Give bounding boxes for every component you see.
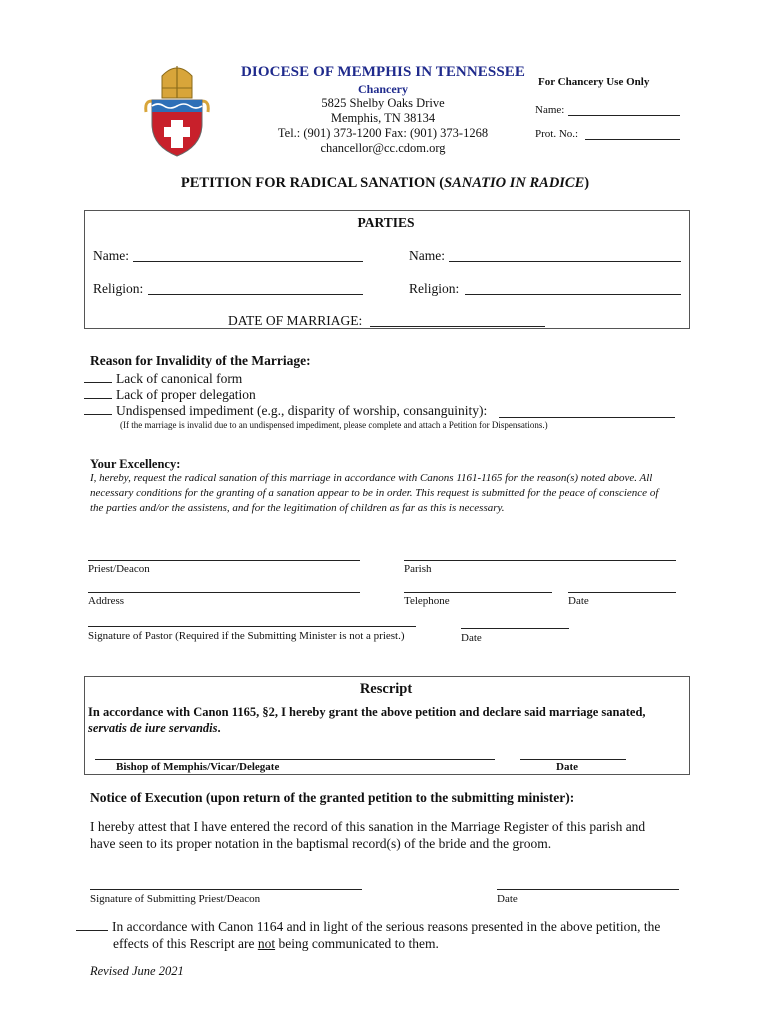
form-title-prefix: PETITION FOR RADICAL SANATION ( bbox=[180, 175, 445, 191]
telephone-line[interactable] bbox=[404, 592, 552, 593]
parish-label: Parish bbox=[404, 563, 432, 575]
address-line[interactable] bbox=[88, 592, 360, 593]
chancery-name-field[interactable] bbox=[568, 115, 680, 116]
final-text-2b: being communicated to them. bbox=[275, 936, 439, 951]
date-label-2: Date bbox=[461, 632, 482, 644]
date-label-1: Date bbox=[568, 595, 589, 607]
chancery-prot-label: Prot. No.: bbox=[535, 128, 579, 140]
party1-name-label: Name: bbox=[93, 248, 129, 263]
marriage-date-field[interactable] bbox=[370, 326, 545, 327]
party1-name-field[interactable] bbox=[133, 261, 363, 262]
diocese-title: DIOCESE OF MEMPHIS IN TENNESSEE bbox=[241, 64, 525, 80]
address-line-2: Memphis, TN 38134 bbox=[330, 111, 436, 125]
execution-date-line[interactable] bbox=[497, 889, 679, 890]
final-text-2a: effects of this Rescript are bbox=[113, 936, 258, 951]
telephone-label: Telephone bbox=[404, 595, 450, 607]
reason-3-label: Undispensed impediment (e.g., disparity of worship, consanguinity): bbox=[116, 403, 488, 418]
reason-option-1[interactable] bbox=[84, 371, 242, 387]
rescript-text bbox=[88, 704, 684, 736]
email: chancellor@cc.cdom.org bbox=[320, 141, 446, 155]
bishop-signature-line[interactable] bbox=[95, 759, 495, 760]
rescript-title: Rescript bbox=[359, 681, 413, 697]
reason-1-checkline[interactable] bbox=[84, 372, 112, 383]
non-communication-option[interactable] bbox=[76, 918, 686, 952]
reason-2-checkline[interactable] bbox=[84, 388, 112, 399]
request-body: I, hereby, request the radical sanation of this marriage in accordance with Canons 1161-1165 for the reason(s) noted above. All necessary conditions for the granting of a sanation appear to be in order. This request is submitted for the peace of conscience of the parties and/or the assistens, and for the legitimation of children as far as this is necessary. bbox=[90, 472, 659, 514]
pastor-signature-line[interactable] bbox=[88, 626, 416, 627]
chancery-name-label: Name: bbox=[535, 104, 565, 116]
reason-3-checkline[interactable] bbox=[84, 404, 112, 415]
date-line-2[interactable] bbox=[461, 628, 569, 629]
rescript-date-line[interactable] bbox=[520, 759, 626, 760]
form-title-suffix: ) bbox=[584, 175, 590, 191]
execution-text: I hereby attest that I have entered the record of this sanation in the Marriage Register of this parish and have seen to its proper notation in the baptismal record(s) of the bride and the groom. bbox=[90, 819, 646, 851]
parties-heading: PARTIES bbox=[357, 215, 415, 230]
parish-line[interactable] bbox=[404, 560, 676, 561]
party2-religion-label: Religion: bbox=[409, 281, 460, 296]
shield-icon bbox=[152, 100, 202, 156]
party2-name-label: Name: bbox=[409, 248, 445, 263]
final-text-1: In accordance with Canon 1164 and in light of the serious reasons presented in the above petition, the bbox=[112, 919, 661, 934]
party1-religion-field[interactable] bbox=[148, 294, 363, 295]
rescript-text-main: In accordance with Canon 1165, §2, I hereby grant the above petition and declare said marriage sanated, bbox=[88, 705, 646, 719]
execution-date-label: Date bbox=[497, 893, 518, 905]
chancery-use-title: For Chancery Use Only bbox=[538, 76, 650, 88]
submitting-priest-label: Signature of Submitting Priest/Deacon bbox=[90, 893, 261, 905]
execution-heading: Notice of Execution (upon return of the granted petition to the submitting minister): bbox=[90, 790, 575, 805]
salutation: Your Excellency: bbox=[90, 457, 181, 471]
party2-religion-field[interactable] bbox=[465, 294, 681, 295]
diocese-coat-of-arms bbox=[140, 58, 214, 158]
revised-date: Revised June 2021 bbox=[90, 964, 184, 978]
impediment-field[interactable] bbox=[499, 417, 675, 418]
rescript-latin: servatis de iure servandis bbox=[88, 721, 218, 735]
office-name: Chancery bbox=[358, 82, 408, 96]
non-communication-checkline[interactable] bbox=[76, 920, 108, 931]
priest-signature-line[interactable] bbox=[88, 560, 360, 561]
final-not: not bbox=[257, 936, 276, 951]
reason-option-3[interactable] bbox=[84, 403, 487, 419]
phone-fax: Tel.: (901) 373-1200 Fax: (901) 373-1268 bbox=[277, 126, 489, 140]
bishop-label: Bishop of Memphis/Vicar/Delegate bbox=[116, 761, 280, 773]
rescript-date-label: Date bbox=[556, 761, 578, 773]
submitting-priest-signature-line[interactable] bbox=[90, 889, 362, 890]
reason-2-label: Lack of proper delegation bbox=[116, 387, 256, 402]
party2-name-field[interactable] bbox=[449, 261, 681, 262]
chancery-prot-field[interactable] bbox=[585, 139, 680, 140]
form-title-latin: SANATIO IN RADICE bbox=[444, 175, 585, 191]
marriage-date-label: DATE OF MARRIAGE: bbox=[228, 313, 363, 328]
form-title bbox=[0, 175, 770, 192]
reason-option-2[interactable] bbox=[84, 387, 256, 403]
address-line-1: 5825 Shelby Oaks Drive bbox=[321, 96, 445, 110]
pastor-label: Signature of Pastor (Required if the Submitting Minister is not a priest.) bbox=[88, 630, 405, 642]
reason-1-label: Lack of canonical form bbox=[116, 371, 243, 386]
party1-religion-label: Religion: bbox=[93, 281, 144, 296]
date-line-1[interactable] bbox=[568, 592, 676, 593]
address-label: Address bbox=[88, 595, 125, 607]
rescript-period: . bbox=[217, 721, 221, 735]
reason-note: (If the marriage is invalid due to an undispensed impediment, please complete and attach a Petition for Dispensations.) bbox=[120, 420, 548, 430]
reason-heading: Reason for Invalidity of the Marriage: bbox=[90, 353, 311, 368]
priest-label: Priest/Deacon bbox=[88, 563, 150, 575]
